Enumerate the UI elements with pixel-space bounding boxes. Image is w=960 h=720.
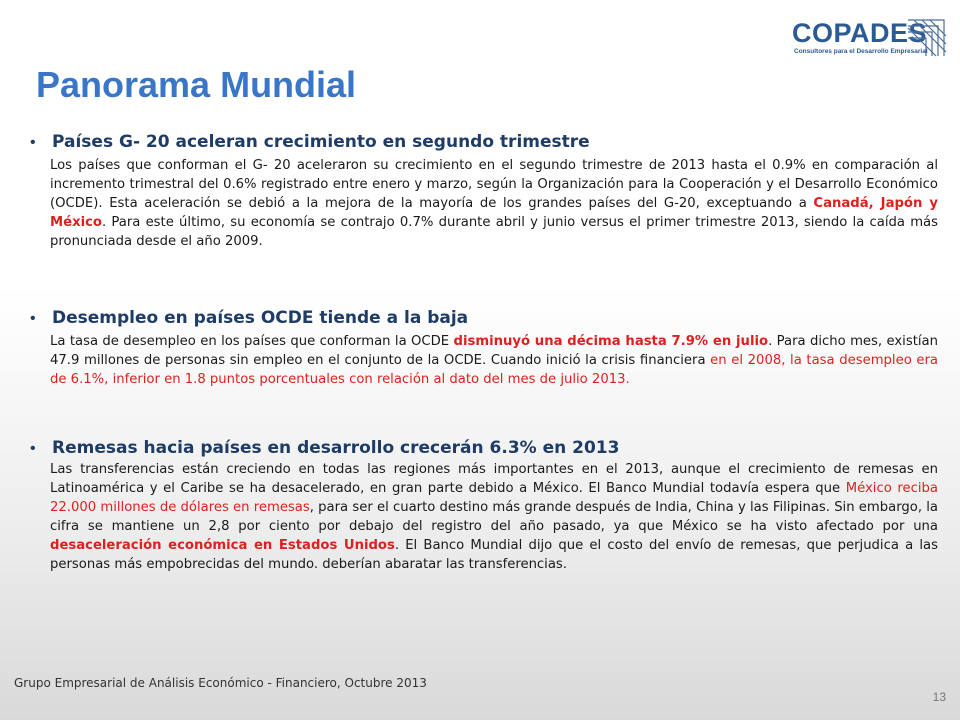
text-run: , para ser el cuarto destino más grande después de India, China y las Filipinas. Sin embargo, la cifra se mantiene un 2,8 por ciento por debajo del registro del año pasado, ya que México se ha visto afectado por una <box>50 500 938 534</box>
bullet-icon: • <box>30 134 36 151</box>
highlight-text: Canadá, Japón y México <box>50 196 939 230</box>
text-run: . El Banco Mundial dijo que el costo del envío de remesas, que perjudica a las personas más empobrecidas del mundo. deberían abaratar las transferencias. <box>50 538 938 572</box>
section-heading: Países G- 20 aceleran crecimiento en segundo trimestre <box>52 132 590 152</box>
text-run: . Para dicho mes, existían 47.9 millones de personas sin empleo en el conjunto de la OCDE. Cuando inició la crisis financiera <box>50 334 938 368</box>
page-number: 13 <box>932 690 946 704</box>
text-run: Las transferencias están creciendo en todas las regiones más importantes en el 2013, aunque el crecimiento de remesas en Latinoamérica y el Caribe se ha desacelerado, en gran parte debido a México. El Banco Mundial todavía espera que <box>50 462 938 496</box>
section-g20 <box>30 132 938 251</box>
section-paragraph <box>50 332 938 389</box>
logo-name: COPADES <box>792 18 928 48</box>
section-heading: Desempleo en países OCDE tiende a la baja <box>52 308 469 328</box>
logo-tagline: Consultores para el Desarrollo Empresarial <box>794 48 928 55</box>
highlight-text: disminuyó una décima hasta 7.9% en julio <box>453 334 769 349</box>
highlight-text: desaceleración económica en Estados Unidos <box>50 538 395 553</box>
section-paragraph <box>50 460 938 574</box>
section-remesas <box>30 438 938 574</box>
highlight-text: México reciba 22.000 millones de dólares en remesas <box>50 481 938 515</box>
text-run: Los países que conforman el G- 20 aceleraron su crecimiento en el segundo trimestre de 2013 hasta el 0.9% en comparación al incremento trimestral del 0.6% registrado entre enero y marzo, según la Organización para la Cooperación y el Desarrollo Económico (OCDE). Esta aceleración se debió a la mejora de la mayoría de los grandes países del G-20, exceptuando a <box>50 158 938 211</box>
section-desempleo <box>30 308 938 389</box>
copades-logo <box>786 14 956 64</box>
section-heading: Remesas hacia países en desarrollo crecerán 6.3% en 2013 <box>52 438 620 458</box>
text-run: La tasa de desempleo en los países que conforman la OCDE <box>50 334 454 349</box>
logo-grid-icon <box>904 16 950 62</box>
section-paragraph <box>50 156 938 251</box>
highlight-text: en el 2008, la tasa desempleo era de 6.1%, inferior en 1.8 puntos porcentuales con relación al dato del mes de julio 2013. <box>50 353 939 387</box>
footer-text: Grupo Empresarial de Análisis Económico - Financiero, Octubre 2013 <box>14 676 427 690</box>
bullet-icon: • <box>30 440 36 457</box>
bullet-icon: • <box>30 310 36 327</box>
page-title: Panorama Mundial <box>36 64 357 105</box>
text-run: . Para este último, su economía se contrajo 0.7% durante abril y junio versus el primer trimestre 2013, siendo la caída más pronunciada desde el año 2009. <box>50 215 938 249</box>
